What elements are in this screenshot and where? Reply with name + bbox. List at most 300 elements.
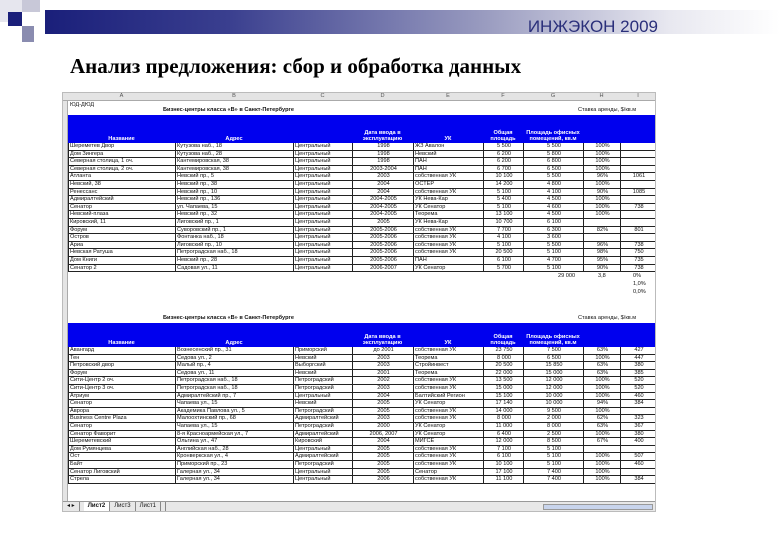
table-cell[interactable]: Остров <box>68 234 175 242</box>
table-cell[interactable]: УК Нева-Кар <box>413 196 483 204</box>
table-cell[interactable]: Сити-Центр 3 оч. <box>68 385 175 393</box>
table-cell[interactable]: Центральный <box>293 143 352 151</box>
table-cell[interactable]: 100% <box>583 476 620 484</box>
table-cell[interactable]: 100% <box>583 355 620 363</box>
table-cell[interactable]: Кантемировская, 38 <box>175 158 293 166</box>
table-cell[interactable]: 2004 <box>352 438 413 446</box>
table-cell[interactable]: 750 <box>620 249 656 257</box>
table-cell[interactable]: 2005 <box>352 461 413 469</box>
table-cell[interactable]: Аврора <box>68 408 175 416</box>
table-cell[interactable] <box>620 234 656 242</box>
table-cell[interactable]: Сенатор <box>68 204 175 212</box>
table-cell[interactable]: собственная УК <box>413 408 483 416</box>
table-cell[interactable]: Кантемировская, 38 <box>175 166 293 174</box>
table-cell[interactable] <box>620 181 656 189</box>
column-title[interactable]: Общая площадь <box>490 334 516 346</box>
table-cell[interactable]: Кутузова наб., 28 <box>175 151 293 159</box>
table-cell[interactable]: 10 000 <box>523 400 583 408</box>
table-cell[interactable]: Центральный <box>293 242 352 250</box>
table-cell[interactable]: ПАН <box>413 257 483 265</box>
table-cell[interactable]: Ост <box>68 453 175 461</box>
table-cell[interactable]: Центральный <box>293 181 352 189</box>
column-header[interactable]: D <box>380 93 385 99</box>
table-cell[interactable]: Адмиралтейский пр., 7 <box>175 393 293 401</box>
table-cell[interactable]: Форум <box>68 370 175 378</box>
table-cell[interactable]: Невский <box>413 151 483 159</box>
table-cell[interactable] <box>620 469 656 477</box>
table-cell[interactable]: Петроградская наб., 18 <box>175 249 293 257</box>
table-cell[interactable]: МИГСЕ <box>413 438 483 446</box>
table-cell[interactable]: Чапаева ул., 15 <box>175 400 293 408</box>
table-cell[interactable]: 2003 <box>352 362 413 370</box>
table-cell[interactable]: Байт <box>68 461 175 469</box>
table-cell[interactable]: 17 100 <box>483 469 523 477</box>
table-cell[interactable]: Центральный <box>293 189 352 197</box>
table-cell[interactable]: Сенатор <box>413 469 483 477</box>
table-cell[interactable]: 11 100 <box>483 476 523 484</box>
table-cell[interactable]: Кировский, 11 <box>68 219 175 227</box>
table-cell[interactable]: Чапаева ул., 15 <box>175 423 293 431</box>
table-cell[interactable]: 5 500 <box>523 143 583 151</box>
table-cell[interactable]: 2003 <box>352 355 413 363</box>
table-cell[interactable]: 6 500 <box>523 166 583 174</box>
table-cell[interactable]: 447 <box>620 355 656 363</box>
table-cell[interactable]: 7 400 <box>523 476 583 484</box>
table-cell[interactable]: 63% <box>583 362 620 370</box>
column-title[interactable]: Площадь офисных помещений, кв.м <box>526 334 580 346</box>
table-cell[interactable]: 5 800 <box>523 151 583 159</box>
table-cell[interactable]: 5 100 <box>483 189 523 197</box>
table-cell[interactable]: 2006 <box>352 476 413 484</box>
table-cell[interactable]: собственная УК <box>413 453 483 461</box>
table-cell[interactable]: 738 <box>620 242 656 250</box>
table-cell[interactable]: 5 100 <box>523 265 583 273</box>
table-cell[interactable]: 8 000 <box>483 355 523 363</box>
table-cell[interactable]: 2003-2004 <box>352 166 413 174</box>
table-cell[interactable]: Северная столица, 2 оч. <box>68 166 175 174</box>
table-cell[interactable]: Сенатор <box>68 423 175 431</box>
table-cell[interactable]: Петроградский <box>293 408 352 416</box>
table-cell[interactable]: 5 100 <box>523 453 583 461</box>
column-title[interactable]: Дата ввода в эксплуатацию <box>362 130 403 142</box>
table-cell[interactable]: 100% <box>583 453 620 461</box>
table-cell[interactable]: Галерная ул., 34 <box>175 469 293 477</box>
table-cell[interactable]: Тен <box>68 355 175 363</box>
table-cell[interactable]: 6 300 <box>523 227 583 235</box>
table-cell[interactable]: собственная УК <box>413 385 483 393</box>
table-cell[interactable]: 5 100 <box>523 461 583 469</box>
table-cell[interactable]: 11 000 <box>483 423 523 431</box>
table-cell[interactable]: 96% <box>583 173 620 181</box>
table-cell[interactable]: 5 100 <box>523 249 583 257</box>
table-cell[interactable]: 5 500 <box>523 173 583 181</box>
table-cell[interactable]: 100% <box>583 461 620 469</box>
table-cell[interactable]: Центральный <box>293 249 352 257</box>
table-cell[interactable]: Невский <box>293 370 352 378</box>
table-cell[interactable]: 2005 <box>352 469 413 477</box>
table-cell[interactable]: Ольгина ул., 47 <box>175 438 293 446</box>
table-cell[interactable]: 100% <box>583 377 620 385</box>
table-cell[interactable]: УК Сенатор <box>413 431 483 439</box>
table-cell[interactable]: 10 000 <box>523 393 583 401</box>
table-cell[interactable]: Невский <box>293 400 352 408</box>
table-cell[interactable]: 5 100 <box>483 204 523 212</box>
table-cell[interactable]: 2004 <box>352 181 413 189</box>
table-cell[interactable]: 5 400 <box>483 196 523 204</box>
table-cell[interactable]: 100% <box>583 166 620 174</box>
table-cell[interactable]: Невский-плаза <box>68 211 175 219</box>
table-cell[interactable]: собственная УК <box>413 189 483 197</box>
table-cell[interactable]: собственная УК <box>413 461 483 469</box>
table-cell[interactable]: 400 <box>620 438 656 446</box>
table-cell[interactable]: 15 850 <box>523 362 583 370</box>
table-cell[interactable]: 2004-2005 <box>352 196 413 204</box>
table-cell[interactable]: 2004 <box>352 189 413 197</box>
table-cell[interactable]: 22 000 <box>483 370 523 378</box>
table-cell[interactable]: 7 500 <box>523 347 583 355</box>
table-cell[interactable]: 2003 <box>352 173 413 181</box>
table-cell[interactable]: Центральный <box>293 265 352 273</box>
table-cell[interactable]: Центральный <box>293 151 352 159</box>
table-cell[interactable]: Седова ул., 2 <box>175 355 293 363</box>
table-cell[interactable]: Суворовский пр., 1 <box>175 227 293 235</box>
table-cell[interactable] <box>620 196 656 204</box>
column-header[interactable]: A <box>119 93 124 99</box>
table-cell[interactable]: 2005-2006 <box>352 257 413 265</box>
table-cell[interactable]: Адмиралтейский <box>68 196 175 204</box>
table-cell[interactable]: УК Сенатор <box>413 265 483 273</box>
table-cell[interactable] <box>620 408 656 416</box>
column-title[interactable]: Дата ввода в эксплуатацию <box>362 334 403 346</box>
table-cell[interactable]: 2001 <box>352 370 413 378</box>
table-cell[interactable]: 5 500 <box>523 242 583 250</box>
table-cell[interactable]: 100% <box>583 211 620 219</box>
table-cell[interactable]: Садовая ул., 11 <box>175 265 293 273</box>
sheet-tab[interactable]: Лист3 <box>110 502 135 511</box>
table-cell[interactable]: 12 000 <box>523 385 583 393</box>
table-cell[interactable]: Стрела <box>68 476 175 484</box>
table-cell[interactable]: Авангард <box>68 347 175 355</box>
table-cell[interactable]: 2004-2005 <box>352 204 413 212</box>
table-cell[interactable]: 4 600 <box>523 204 583 212</box>
table-cell[interactable]: собственная УК <box>413 347 483 355</box>
table-cell[interactable]: Ренессанс <box>68 189 175 197</box>
table-cell[interactable]: 2005-2006 <box>352 227 413 235</box>
table-cell[interactable]: Центральный <box>293 219 352 227</box>
column-title[interactable]: Площадь офисных помещений, кв.м <box>526 130 580 142</box>
table-cell[interactable]: 460 <box>620 393 656 401</box>
table-cell[interactable]: 460 <box>620 461 656 469</box>
table-cell[interactable]: 15 100 <box>483 393 523 401</box>
table-cell[interactable] <box>583 219 620 227</box>
table-cell[interactable]: Сити-Центр 2 оч. <box>68 377 175 385</box>
table-cell[interactable]: Центральный <box>293 469 352 477</box>
table-cell[interactable]: 2003 <box>352 415 413 423</box>
table-cell[interactable]: 10 100 <box>483 461 523 469</box>
table-cell[interactable]: 520 <box>620 377 656 385</box>
table-cell[interactable]: 2006-2007 <box>352 265 413 273</box>
column-header[interactable]: C <box>320 93 325 99</box>
table-cell[interactable]: Адмиралтейский <box>293 431 352 439</box>
table-cell[interactable]: Центральный <box>293 227 352 235</box>
table-cell[interactable]: Стройинвест <box>413 362 483 370</box>
table-cell[interactable]: 2004 <box>352 393 413 401</box>
table-cell[interactable]: 23 750 <box>483 347 523 355</box>
table-cell[interactable]: 8-я Красноармейская ул., 7 <box>175 431 293 439</box>
table-cell[interactable]: УК Нева-Кар <box>413 219 483 227</box>
table-cell[interactable]: Адмиралтейский <box>293 453 352 461</box>
table-cell[interactable]: 17 140 <box>483 400 523 408</box>
table-cell[interactable]: 4 100 <box>523 189 583 197</box>
extra-cell[interactable]: 1,0% <box>633 281 646 288</box>
table-cell[interactable]: Дом Зингера <box>68 151 175 159</box>
column-title[interactable]: Адрес <box>225 136 243 142</box>
table-cell[interactable]: Атриум <box>68 393 175 401</box>
table-cell[interactable]: 100% <box>583 158 620 166</box>
table-cell[interactable]: Малоохтинский пр., 68 <box>175 415 293 423</box>
table-cell[interactable]: 20 500 <box>483 362 523 370</box>
sheet-tab[interactable]: Лист2 <box>84 502 111 511</box>
table-cell[interactable]: собственная УК <box>413 446 483 454</box>
table-cell[interactable]: Седова ул., 11 <box>175 370 293 378</box>
table-cell[interactable]: 7 700 <box>483 227 523 235</box>
table-cell[interactable]: Ариа <box>68 242 175 250</box>
table-cell[interactable] <box>620 151 656 159</box>
table-cell[interactable]: Приморский <box>293 347 352 355</box>
table-cell[interactable] <box>620 143 656 151</box>
table-cell[interactable]: Петроградская наб., 18 <box>175 385 293 393</box>
column-header[interactable]: F <box>501 93 505 99</box>
table-cell[interactable]: 7 100 <box>483 446 523 454</box>
table-cell[interactable]: 100% <box>583 196 620 204</box>
table-cell[interactable]: 5 500 <box>483 143 523 151</box>
table-cell[interactable]: Выборгский <box>293 362 352 370</box>
table-cell[interactable]: Невский пр., 38 <box>175 181 293 189</box>
table-cell[interactable]: 8 000 <box>483 415 523 423</box>
table-cell[interactable]: 738 <box>620 204 656 212</box>
table-cell[interactable]: собственная УК <box>413 377 483 385</box>
table-cell[interactable]: 1085 <box>620 189 656 197</box>
table-cell[interactable]: Форум <box>68 227 175 235</box>
table-cell[interactable]: собственная УК <box>413 227 483 235</box>
table-cell[interactable]: 6 100 <box>483 257 523 265</box>
table-cell[interactable]: Невская Ратуша <box>68 249 175 257</box>
cell-a1[interactable]: ЮД-ДЮД <box>70 102 95 108</box>
total-cell[interactable]: 0% <box>633 273 642 280</box>
table-cell[interactable]: 15 000 <box>483 385 523 393</box>
table-cell[interactable]: ул. Чапаева, 15 <box>175 204 293 212</box>
table-cell[interactable]: 13 500 <box>483 377 523 385</box>
table-cell[interactable]: Центральный <box>293 166 352 174</box>
table-cell[interactable]: Сенатор Фаворит <box>68 431 175 439</box>
table-cell[interactable]: 96% <box>583 242 620 250</box>
table-cell[interactable]: 427 <box>620 347 656 355</box>
table-cell[interactable]: 100% <box>583 469 620 477</box>
table-cell[interactable]: Центральный <box>293 257 352 265</box>
table-cell[interactable]: Центральный <box>293 196 352 204</box>
extra-cell[interactable]: 0,0% <box>633 289 646 296</box>
table-cell[interactable]: Лиговский пр., 1 <box>175 219 293 227</box>
table-cell[interactable]: собственная УК <box>413 234 483 242</box>
table-cell[interactable]: Шереметев Двор <box>68 143 175 151</box>
table-cell[interactable]: 4 700 <box>523 257 583 265</box>
table-cell[interactable]: Невский пр., 10 <box>175 189 293 197</box>
column-title[interactable]: Название <box>108 340 135 346</box>
table-cell[interactable]: Атланта <box>68 173 175 181</box>
table-cell[interactable]: 5 700 <box>483 265 523 273</box>
table-cell[interactable]: 98% <box>583 249 620 257</box>
table-cell[interactable]: Невский пр., 136 <box>175 196 293 204</box>
table-cell[interactable]: Теорема <box>413 370 483 378</box>
table-cell[interactable]: Кировский <box>293 438 352 446</box>
table-cell[interactable]: ЖЗ Авалон <box>413 143 483 151</box>
table-cell[interactable]: до 2001 <box>352 347 413 355</box>
table-cell[interactable]: 100% <box>583 204 620 212</box>
table-cell[interactable]: Лиговский пр., 10 <box>175 242 293 250</box>
table-cell[interactable]: 63% <box>583 347 620 355</box>
column-title[interactable]: УК <box>444 136 452 142</box>
table-cell[interactable]: 63% <box>583 370 620 378</box>
table-cell[interactable]: 10 100 <box>483 173 523 181</box>
table-cell[interactable]: 67% <box>583 438 620 446</box>
sheet-tab[interactable]: Лист1 <box>136 502 161 511</box>
table-cell[interactable]: Дом Книги <box>68 257 175 265</box>
table-cell[interactable]: 1998 <box>352 143 413 151</box>
table-cell[interactable]: 12 000 <box>523 377 583 385</box>
table-cell[interactable]: 12 000 <box>483 438 523 446</box>
tab-nav-arrows[interactable]: ◂ ▸ <box>63 502 80 511</box>
table-cell[interactable]: ПАН <box>413 166 483 174</box>
table-cell[interactable]: 9 500 <box>523 408 583 416</box>
table-cell[interactable]: 6 500 <box>523 355 583 363</box>
table-cell[interactable]: Центральный <box>293 158 352 166</box>
table-cell[interactable] <box>620 446 656 454</box>
table-cell[interactable]: 4 500 <box>523 211 583 219</box>
table-cell[interactable]: собственная УК <box>413 249 483 257</box>
table-cell[interactable]: 4 500 <box>523 196 583 204</box>
table-cell[interactable] <box>620 158 656 166</box>
table-cell[interactable]: Галерная ул., 34 <box>175 476 293 484</box>
column-title[interactable]: Общая площадь <box>490 130 516 142</box>
table-cell[interactable]: 3 600 <box>523 234 583 242</box>
table-cell[interactable]: 2005 <box>352 453 413 461</box>
table-cell[interactable]: 82% <box>583 227 620 235</box>
table-cell[interactable]: 2005-2006 <box>352 242 413 250</box>
table-cell[interactable]: 90% <box>583 189 620 197</box>
table-cell[interactable]: 2 000 <box>523 415 583 423</box>
table-cell[interactable]: Невский пр., 32 <box>175 211 293 219</box>
column-header[interactable]: B <box>232 93 236 99</box>
column-title[interactable]: Адрес <box>225 340 243 346</box>
table-cell[interactable]: 507 <box>620 453 656 461</box>
table-cell[interactable]: 5 100 <box>483 242 523 250</box>
table-cell[interactable]: 6 400 <box>483 431 523 439</box>
table-cell[interactable]: 6 200 <box>483 158 523 166</box>
table-cell[interactable]: Петроградская наб., 18 <box>175 377 293 385</box>
table-cell[interactable] <box>620 219 656 227</box>
table-cell[interactable]: 8 000 <box>523 423 583 431</box>
table-cell[interactable]: Центральный <box>293 446 352 454</box>
table-cell[interactable]: 367 <box>620 423 656 431</box>
table-cell[interactable]: 2 500 <box>523 431 583 439</box>
table-cell[interactable]: Центральный <box>293 173 352 181</box>
column-header[interactable]: E <box>446 93 450 99</box>
table-cell[interactable]: 6 800 <box>523 158 583 166</box>
table-cell[interactable]: Английская наб., 28 <box>175 446 293 454</box>
table-cell[interactable]: 2002 <box>352 377 413 385</box>
table-cell[interactable]: Центральный <box>293 211 352 219</box>
table-cell[interactable]: собственная УК <box>413 173 483 181</box>
table-cell[interactable]: 100% <box>583 181 620 189</box>
table-cell[interactable]: УК Сенатор <box>413 400 483 408</box>
table-cell[interactable]: 2004-2005 <box>352 211 413 219</box>
table-cell[interactable]: 6 700 <box>483 166 523 174</box>
table-cell[interactable]: 323 <box>620 415 656 423</box>
table-cell[interactable]: Петроградский <box>293 423 352 431</box>
table-cell[interactable]: 10 700 <box>483 219 523 227</box>
table-cell[interactable]: Центральный <box>293 204 352 212</box>
table-cell[interactable]: 7 400 <box>523 469 583 477</box>
table-cell[interactable] <box>620 166 656 174</box>
table-cell[interactable]: ПАН <box>413 158 483 166</box>
table-cell[interactable]: Вознесенский пр., 31 <box>175 347 293 355</box>
table-cell[interactable]: Кутузова наб., 18 <box>175 143 293 151</box>
table-cell[interactable]: Северная столица, 1 оч. <box>68 158 175 166</box>
table-cell[interactable]: 14 000 <box>483 408 523 416</box>
table-cell[interactable] <box>620 211 656 219</box>
table-cell[interactable]: Адмиралтейский <box>293 415 352 423</box>
table-cell[interactable]: Фонтанка наб., 18 <box>175 234 293 242</box>
table-cell[interactable]: 735 <box>620 257 656 265</box>
table-cell[interactable]: Сенатор 2 <box>68 265 175 273</box>
table-cell[interactable]: 100% <box>583 393 620 401</box>
table-cell[interactable]: 738 <box>620 265 656 273</box>
table-cell[interactable]: 2000 <box>352 423 413 431</box>
table-cell[interactable]: собственная УК <box>413 476 483 484</box>
table-cell[interactable]: 6 100 <box>483 453 523 461</box>
table-cell[interactable]: Теорема <box>413 355 483 363</box>
table-cell[interactable]: Петроградский <box>293 461 352 469</box>
column-title[interactable]: Название <box>108 136 135 142</box>
table-cell[interactable]: Сенатор Лиговский <box>68 469 175 477</box>
table-cell[interactable]: Петроградский <box>293 377 352 385</box>
horizontal-scrollbar[interactable] <box>543 504 653 510</box>
table-cell[interactable]: Малый пр., 4 <box>175 362 293 370</box>
table-cell[interactable]: Приморский пр., 23 <box>175 461 293 469</box>
table-cell[interactable]: Сенатор <box>68 400 175 408</box>
table-cell[interactable]: 384 <box>620 476 656 484</box>
column-header[interactable]: I <box>637 93 639 99</box>
table-cell[interactable]: 2005 <box>352 446 413 454</box>
table-cell[interactable]: 384 <box>620 400 656 408</box>
table-cell[interactable]: Невский, 38 <box>68 181 175 189</box>
table-cell[interactable]: Балтийский Регион <box>413 393 483 401</box>
column-header[interactable]: G <box>550 93 556 99</box>
table-cell[interactable]: Кронверкская ул., 4 <box>175 453 293 461</box>
table-cell[interactable]: собственная УК <box>413 242 483 250</box>
column-header[interactable]: H <box>599 93 604 99</box>
table-cell[interactable]: 62% <box>583 415 620 423</box>
table-cell[interactable]: 1998 <box>352 158 413 166</box>
column-title[interactable]: УК <box>444 340 452 346</box>
table-cell[interactable]: 13 100 <box>483 211 523 219</box>
table-cell[interactable]: 4 800 <box>523 181 583 189</box>
table-cell[interactable]: 4 100 <box>483 234 523 242</box>
table-cell[interactable]: 2005 <box>352 400 413 408</box>
table-cell[interactable]: 5 100 <box>523 446 583 454</box>
table-cell[interactable]: 2003 <box>352 385 413 393</box>
table-cell[interactable]: 90% <box>583 265 620 273</box>
